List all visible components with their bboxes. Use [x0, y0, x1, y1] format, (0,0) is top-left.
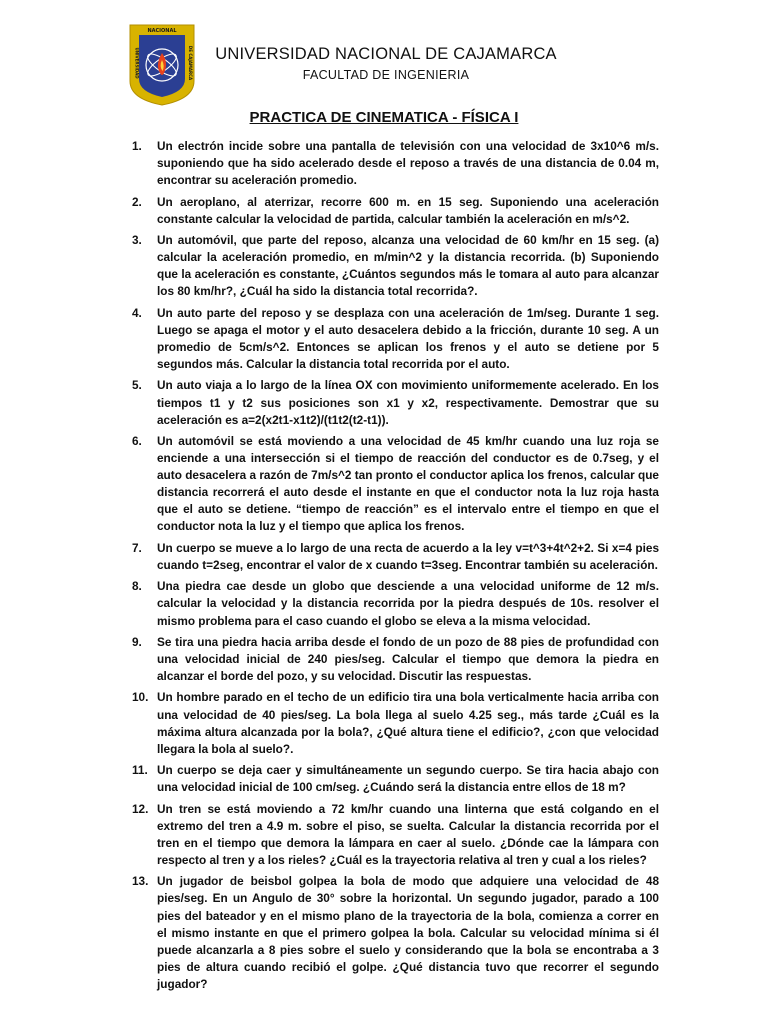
problem-text: Un auto viaja a lo largo de la línea OX con movimiento uniformemente acelerado. En los tiempos t1 y t2 sus posiciones son x1 y x2, respectivamente. Demostrar que su aceleración es a=2(x2t1-x1t2)/(t1t2(t2-t1)).	[157, 378, 659, 427]
problem-item	[132, 578, 659, 629]
problem-text: Un auto parte del reposo y se desplaza con una aceleración de 1m/seg. Durante 1 seg. Luego se apaga el motor y el auto desacelera debido a la fricción, durante 10 seg. A un promedio de 5cm/s^2. Entonces se aplican los frenos y el auto se detiene por 5 segundos más. Calcular la distancia total recorrida por el auto.	[157, 305, 659, 372]
problem-number: 12.	[132, 801, 149, 816]
document-header	[196, 44, 576, 84]
problem-text: Un automóvil se está moviendo a una velocidad de 45 km/hr cuando una luz roja se enciende a una intersección si el tiempo de reacción del conductor es de 0.7seg, y el auto desacelera a razón de 7m/s^2 tan pronto el conductor aplica los frenos, calcular que distancia recorrerá el auto desde el instante en que el conductor nota la luz roja hasta que el auto se detiene. “tiempo de reacción” es el intervalo entre el tiempo en que el conductor nota la luz y el tiempo que aplica los frenos.	[157, 433, 659, 534]
problem-text: Un cuerpo se mueve a lo largo de una recta de acuerdo a la ley v=t^3+4t^2+2. Si x=4 pies cuando t=2seg, encontrar el valor de x cuando t=3seg. Encontrar también su aceleración.	[157, 540, 659, 572]
problem-text: Una piedra cae desde un globo que desciende a una velocidad uniforme de 12 m/s. calcular la velocidad y la distancia recorrida por la piedra después de 10s. resolver el mismo problema para el caso cuando el globo se eleva a la misma velocidad.	[157, 579, 659, 628]
problem-number: 9.	[132, 634, 142, 649]
problem-text: Un cuerpo se deja caer y simultáneamente un segundo cuerpo. Se tira hacia abajo con una velocidad inicial de 100 cm/seg. ¿Cuándo será la distancia entre ellos de 18 m?	[157, 763, 659, 795]
problem-item	[132, 433, 659, 536]
problem-text: Un tren se está moviendo a 72 km/hr cuando una linterna que está colgando en el extremo del tren a 4.9 m. sobre el piso, se suelta. Calcular la distancia recorrida por el tren en el tiempo que demora la lámpara en caer al suelo. ¿Dónde cae la lámpara con respecto al tren y a los rieles? ¿Cuál es la trayectoria relativa al tren y cual a los rieles?	[157, 801, 659, 867]
problem-number: 5.	[132, 378, 142, 393]
problem-item	[132, 194, 659, 228]
problem-number: 10.	[132, 690, 149, 705]
problem-number: 8.	[132, 579, 142, 594]
problem-number: 3.	[132, 233, 142, 248]
problem-number: 4.	[132, 305, 142, 320]
faculty-name: FACULTAD DE INGENIERIA	[302, 68, 470, 82]
problem-number: 13.	[132, 874, 149, 889]
problem-item	[132, 873, 659, 993]
problem-number: 2.	[132, 194, 142, 209]
problem-number: 11.	[132, 763, 148, 778]
problem-text: Un jugador de beisbol golpea la bola de modo que adquiere una velocidad de 48 pies/seg. En un Angulo de 30° sobre la horizontal. Un segundo jugador, parado a 100 pies del bateador y en el mismo plano de la trayectoria de la bola, comienza a correr en el mismo instante en que el primero golpea la bola. Calcular su velocidad mínima si él puede alcanzarla a 8 pies sobre el suelo y considerando que la bola se encontraba a 3 pies de altura cuando recibió el golpe. ¿Qué distancia tuvo que recorrer el segundo jugador?	[157, 874, 659, 991]
logo-top-text: NACIONAL	[147, 28, 177, 34]
problem-text: Un aeroplano, al aterrizar, recorre 600 m. en 15 seg. Suponiendo una aceleración constante calcular la velocidad de partida, calcular también la aceleración en m/s^2.	[157, 194, 659, 226]
page-title: PRACTICA DE CINEMATICA - FÍSICA I	[249, 109, 519, 126]
problem-item	[132, 689, 659, 757]
problem-number: 1.	[132, 139, 142, 153]
problem-number: 6.	[132, 433, 142, 448]
logo-right-text: DE CAJAMARCA	[188, 45, 193, 81]
problem-text: Se tira una piedra hacia arriba desde el fondo de un pozo de 88 pies de profundidad con una velocidad inicial de 240 pies/seg. Calcular el tiempo que demora la piedra en alcanzar el borde del pozo, y su velocidad. Discutir las respuestas.	[157, 634, 659, 684]
problem-text: Un automóvil, que parte del reposo, alcanza una velocidad de 60 km/hr en 15 seg. (a) calcular la aceleración promedio, en m/min^2 y la distancia recorrida. (b) Suponiendo que la aceleración es constante, ¿Cuántos segundos más le tomara al auto para alcanzar los 80 km/hr?, ¿Cuál ha sido la distancia total recorrida?.	[157, 233, 659, 299]
problem-item	[132, 138, 659, 189]
problem-item	[132, 762, 659, 796]
university-logo	[128, 23, 196, 107]
problem-item	[132, 232, 659, 300]
problem-item	[132, 377, 659, 428]
problem-item	[132, 305, 659, 373]
problem-text: Un electrón incide sobre una pantalla de televisión con una velocidad de 3x10^6 m/s. suponiendo que ha sido acelerado desde el reposo a través de una distancia de 0.04 m, encontrar su aceleración promedio.	[157, 139, 659, 188]
problem-item	[132, 801, 659, 869]
university-shield-icon	[128, 23, 196, 107]
logo-left-text: UNIVERSIDAD	[134, 47, 140, 79]
problem-text: Un hombre parado en el techo de un edificio tira una bola verticalmente hacia arriba con una velocidad de 40 pies/seg. La bola llega al suelo 4.25 seg., más tarde ¿Cuál es la máxima altura alcanzada por la bola?, ¿Qué altura tiene el edificio?, ¿con que velocidad llegara la bola al suelo?.	[157, 690, 659, 756]
problem-number: 7.	[132, 540, 142, 555]
university-name: UNIVERSIDAD NACIONAL DE CAJAMARCA	[215, 45, 557, 63]
problem-item	[132, 540, 659, 574]
problem-item	[132, 634, 659, 685]
problem-list	[132, 138, 659, 997]
